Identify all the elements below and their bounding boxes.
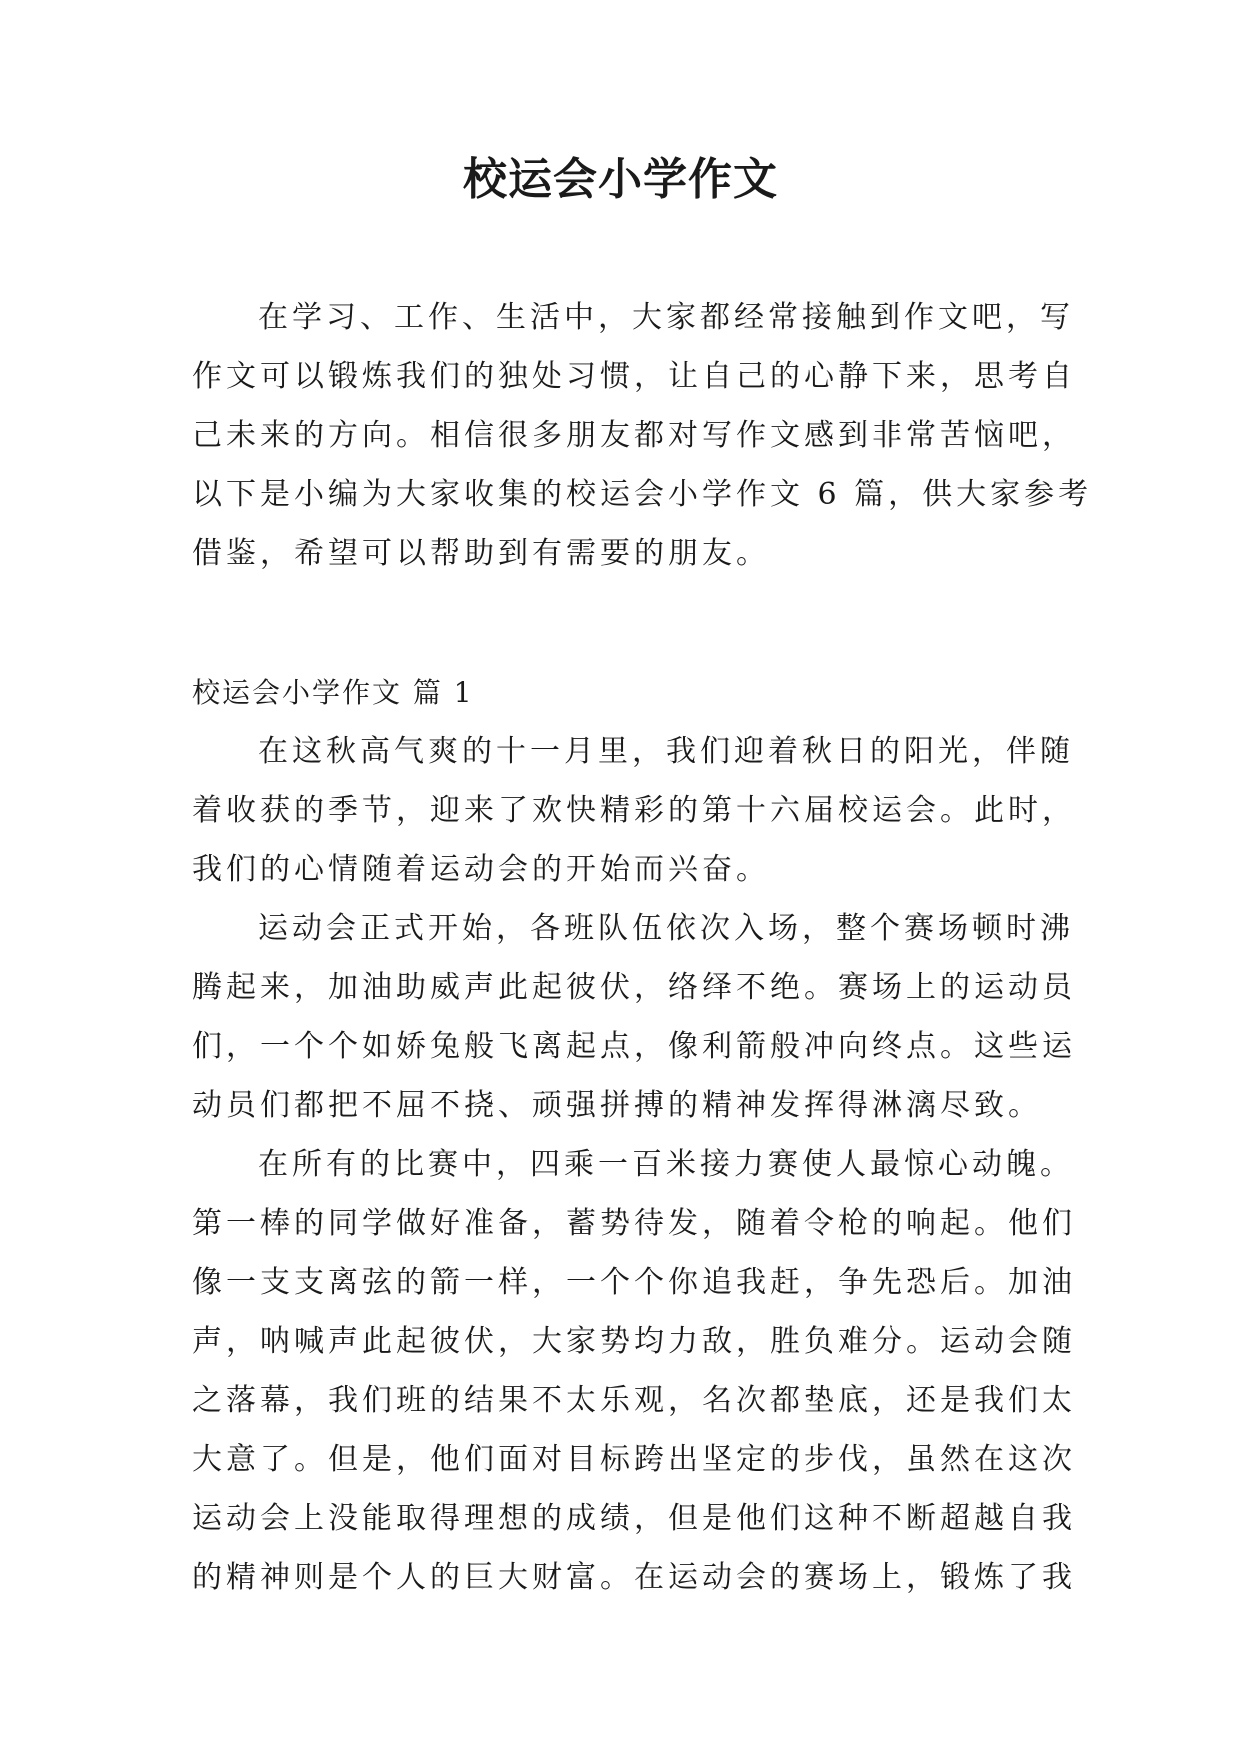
document-title: 校运会小学作文	[463, 154, 778, 205]
paragraph-line: 像一支支离弦的箭一样，一个个你追我赶，争先恐后。加油	[192, 1265, 1076, 1300]
paragraph-line: 在所有的比赛中，四乘一百米接力赛使人最惊心动魄。	[258, 1147, 1074, 1182]
paragraph-line: 着收获的季节，迎来了欢快精彩的第十六届校运会。此时，	[192, 793, 1076, 828]
paragraph-line: 之落幕，我们班的结果不太乐观，名次都垫底，还是我们太	[192, 1383, 1076, 1418]
paragraph-line: 动员们都把不屈不挠、顽强拼搏的精神发挥得淋漓尽致。	[192, 1088, 1042, 1123]
document-body	[192, 288, 1093, 1607]
paragraph-line: 第一棒的同学做好准备，蓄势待发，随着令枪的响起。他们	[192, 1206, 1076, 1241]
intro-line: 借鉴，希望可以帮助到有需要的朋友。	[192, 536, 770, 571]
paragraph-line: 们，一个个如娇兔般飞离起点，像利箭般冲向终点。这些运	[192, 1029, 1076, 1064]
paragraph-line: 的精神则是个人的巨大财富。在运动会的赛场上，锻炼了我	[192, 1560, 1076, 1595]
intro-line: 在学习、工作、生活中，大家都经常接触到作文吧，写	[258, 300, 1074, 335]
paragraph-line: 在这秋高气爽的十一月里，我们迎着秋日的阳光，伴随	[258, 734, 1074, 769]
intro-line: 作文可以锻炼我们的独处习惯，让自己的心静下来，思考自	[192, 359, 1076, 394]
paragraph-line: 运动会上没能取得理想的成绩，但是他们这种不断超越自我	[192, 1501, 1076, 1536]
intro-line: 己未来的方向。相信很多朋友都对写作文感到非常苦恼吧，	[192, 418, 1076, 453]
intro-line: 以下是小编为大家收集的校运会小学作文 6 篇，供大家参考	[192, 477, 1093, 512]
paragraph-line: 声，呐喊声此起彼伏，大家势均力敌，胜负难分。运动会随	[192, 1324, 1076, 1359]
paragraph-line: 腾起来，加油助威声此起彼伏，络绎不绝。赛场上的运动员	[192, 970, 1076, 1005]
section-heading: 校运会小学作文 篇 1	[192, 676, 474, 709]
paragraph-gap	[192, 583, 1062, 663]
paragraph-line: 大意了。但是，他们面对目标跨出坚定的步伐，虽然在这次	[192, 1442, 1076, 1477]
paragraph-line: 运动会正式开始，各班队伍依次入场，整个赛场顿时沸	[258, 911, 1074, 946]
paragraph-line: 我们的心情随着运动会的开始而兴奋。	[192, 852, 770, 887]
